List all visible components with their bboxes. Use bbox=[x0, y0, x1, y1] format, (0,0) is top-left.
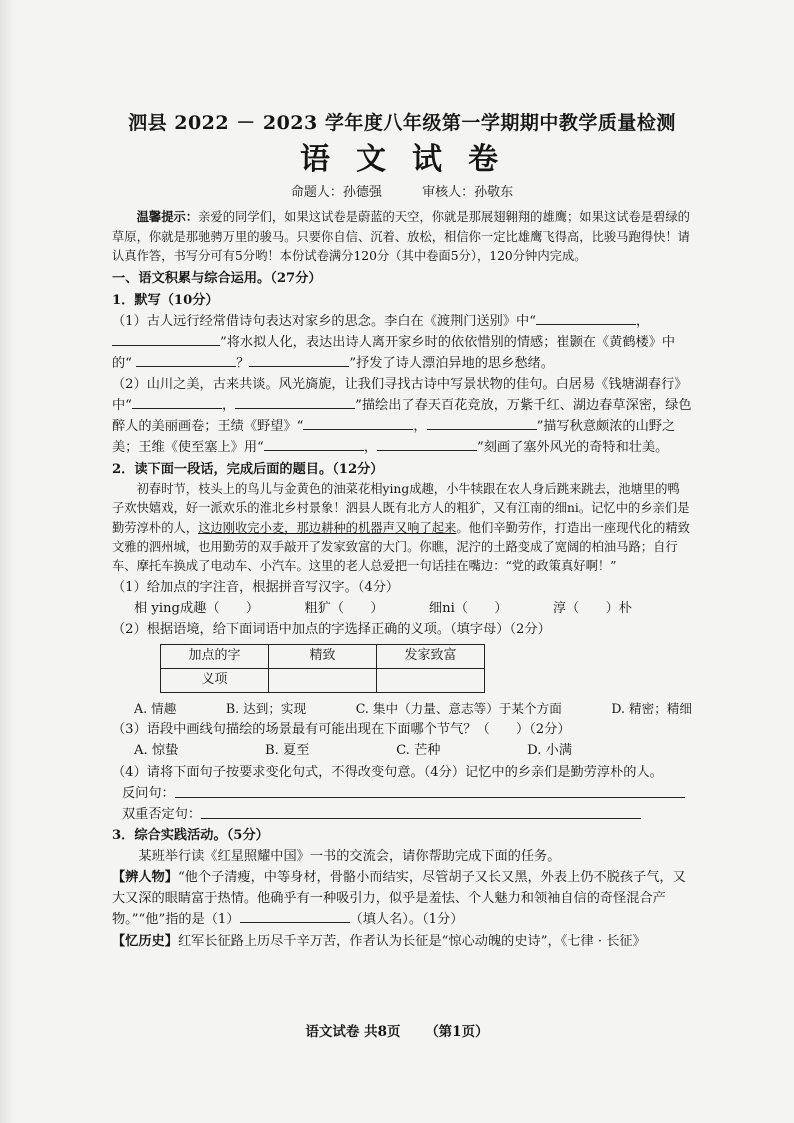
q2-passage-b: 。他们辛勤劳作，打造出一座现代化的精致文雅的泗州城，也用勤劳的双手敲开了发家致富的大门。你瞧，泥泞的土路变成了宽阔的柏油马路；自行车、摩托车换成了电动车、小汽车。这里的老人总爱把一句话挂在嘴边：“党的政策真好啊！” bbox=[112, 520, 690, 574]
table-answer-cell-1[interactable] bbox=[269, 669, 377, 693]
footer-left: 语文试卷 共8页 bbox=[305, 1024, 401, 1040]
q1-1 bbox=[112, 311, 692, 374]
q2-4-rhetorical bbox=[112, 783, 692, 804]
tip-text: 亲爱的同学们，如果这试卷是蔚蓝的天空，你就是那展翅翱翔的雄鹰；如果这试卷是碧绿的草原，你就是那驰骋万里的骏马。只要你自信、沉着、放松，相信你一定比雄鹰飞得高，比骏马跑得快！请认真作答，书写分可有5分哟！本份试卷满分120分（其中卷面5分），120分钟内完成。 bbox=[112, 210, 690, 264]
q1-heading: 1．默写（10分） bbox=[112, 292, 219, 308]
author: 命题人：孙德强 bbox=[290, 185, 382, 201]
q2-2-options bbox=[112, 699, 692, 719]
table-header-word-2: 发家致富 bbox=[377, 645, 485, 669]
q3-intro: 某班举行读《红星照耀中国》一书的交流会，请你帮助完成下面的任务。 bbox=[138, 849, 561, 865]
q1-1-text-c: ”将水拟人化，表达出诗人离开家乡时的依依惜别的情感；崔颢在《黄鹤楼》中的“ bbox=[112, 334, 676, 371]
q2-4-rhetorical-answer-line[interactable] bbox=[175, 783, 685, 798]
q1-1-blank-1[interactable] bbox=[536, 312, 636, 325]
q2-1-item: 粗犷（ ） bbox=[304, 600, 384, 616]
q1-1-comma: ， bbox=[635, 313, 650, 329]
q3-tag-history: 【忆历史】 bbox=[112, 933, 178, 949]
q2-1-item: 淳（ ）朴 bbox=[552, 600, 632, 616]
q3-task-1 bbox=[112, 867, 692, 930]
q1-1-blank-4[interactable] bbox=[249, 354, 349, 367]
section-1-heading: 一、语文积累与综合运用。（27分） bbox=[112, 271, 322, 287]
q1-1-blank-2[interactable] bbox=[112, 333, 220, 346]
q2-2: （2）根据语境，给下面词语中加点的字选择正确的义项。（填字母）（2分） bbox=[112, 622, 551, 638]
q2-1-item: 细ni（ ） bbox=[428, 600, 508, 616]
table-answer-cell-2[interactable] bbox=[377, 669, 485, 693]
q2-3-option: C. 芒种 bbox=[396, 743, 441, 759]
exam-content bbox=[112, 108, 692, 952]
q2-4-double-negative bbox=[112, 804, 692, 825]
q2-3-option: D. 小满 bbox=[527, 743, 572, 759]
exam-title: 泗县 2022 － 2023 学年度八年级第一学期期中教学质量检测 bbox=[128, 112, 676, 134]
q2-2-option: D. 精密；精细 bbox=[611, 701, 692, 717]
authors-line bbox=[112, 183, 692, 204]
q1-2-blank-1[interactable] bbox=[132, 396, 222, 409]
q2-1-item: 相 ying成趣（ ） bbox=[134, 600, 260, 616]
q1-2-comma-1: ， bbox=[221, 398, 236, 414]
reviewer: 审核人：孙敬东 bbox=[422, 185, 514, 201]
q2-2-option: A. 情趣 bbox=[134, 701, 177, 717]
q2-4: （4）请将下面句子按要求变化句式，不得改变句意。（4分）记忆中的乡亲们是勤劳淳朴的人。 bbox=[112, 764, 663, 780]
q2-1-items bbox=[112, 598, 692, 619]
q1-2-comma-3: ， bbox=[363, 440, 377, 456]
q2-3-option: A. 惊蛰 bbox=[134, 743, 179, 759]
q1-1-text-e: ”抒发了诗人漂泊异地的思乡愁绪。 bbox=[349, 355, 554, 371]
q1-1-question-mark: ？ bbox=[236, 355, 250, 371]
q2-3: （3）语段中画线句描绘的场景最有可能出现在下面哪个节气？（ ）（2分） bbox=[112, 722, 571, 738]
q2-3-option: B. 夏至 bbox=[264, 743, 310, 759]
q2-2-option: C. 集中（力量、意志等）于某个方面 bbox=[355, 701, 562, 717]
page-footer bbox=[0, 1022, 794, 1044]
tip-label: 温馨提示： bbox=[136, 209, 199, 225]
q1-2-blank-3[interactable] bbox=[303, 417, 413, 430]
table-header-word-1: 精致 bbox=[269, 645, 377, 669]
q1-2-blank-4[interactable] bbox=[427, 417, 537, 430]
q1-2-text-e: ”描写秋意颇浓的山野之美；王维《使至塞上》用“ bbox=[112, 419, 676, 456]
q2-1: （1）给加点的字注音，根据拼音写汉字。（4分） bbox=[112, 579, 400, 595]
q2-3-options bbox=[112, 740, 692, 761]
q2-passage bbox=[112, 480, 692, 577]
q3-heading: 3．综合实践活动。（5分） bbox=[112, 827, 269, 843]
table-header-char: 加点的字 bbox=[161, 645, 269, 669]
q3-task-2 bbox=[112, 931, 692, 952]
footer-page-number: （第1页） bbox=[425, 1024, 489, 1040]
scan-edge bbox=[0, 0, 14, 1123]
sense-table bbox=[160, 644, 485, 693]
q1-1-blank-3[interactable] bbox=[136, 354, 236, 367]
q1-2-text-g: ”刻画了塞外风光的奇特和壮美。 bbox=[477, 440, 669, 456]
q2-passage-a: 初春时节，枝头上的鸟儿与金黄色的油菜花相ying成趣，小牛犊跟在农人身后跳来跳去，池塘里的鸭子欢快嬉戏，好一派欢乐的淮北乡村景象！泗县人既有北方人的粗犷，又有江南的细ni。记忆中的乡亲们是勤劳淳朴的人， bbox=[112, 481, 690, 535]
q1-2-blank-2[interactable] bbox=[235, 396, 355, 409]
q3-tag-identify: 【辨人物】 bbox=[112, 870, 178, 886]
q2-2-option: B. 达到；实现 bbox=[225, 701, 307, 717]
q3-task-1-blank[interactable] bbox=[240, 910, 350, 923]
q1-2 bbox=[112, 374, 692, 459]
q1-1-text-a: （1）古人远行经常借诗句表达对家乡的思念。李白在《渡荆门送别》中“ bbox=[112, 313, 536, 329]
q2-4-rhetorical-label: 反问句： bbox=[122, 785, 175, 801]
q1-2-blank-6[interactable] bbox=[377, 438, 477, 451]
q2-heading: 2．读下面一段话，完成后面的题目。（12分） bbox=[112, 461, 384, 477]
q3-task-1-tail: （填人名）。（1分） bbox=[349, 912, 464, 928]
q2-4-double-negative-label: 双重否定句： bbox=[122, 806, 202, 822]
q1-2-comma-2: ， bbox=[413, 419, 427, 435]
q2-4-double-negative-answer-line[interactable] bbox=[201, 804, 641, 819]
q3-task-1-text: “他个子清瘦，中等身材，骨骼小而结实，尽管胡子又长又黑，外表上仍不脱孩子气，又大又深的眼睛富于热情。他确乎有一种吸引力，似乎是羞怯、个人魅力和领袖自信的奇怪混合产物。”“他”指的是（1） bbox=[112, 870, 686, 928]
q3-task-2-text: 红军长征路上历尽千辛万苦，作者认为长征是“惊心动魄的史诗”，《七律 · 长征》 bbox=[177, 933, 646, 949]
q1-2-text-a: （2）山川之美，古来共谈。风光旖旎，让我们寻找古诗中写景状物的佳句。白居易《钱塘湖春行》中“ bbox=[112, 377, 688, 414]
exam-subtitle: 语文试卷 bbox=[300, 142, 524, 178]
table-row-label: 义项 bbox=[161, 669, 269, 693]
q1-2-text-c: ”描绘出了春天百花竞放，万紫千红、湖边春草深密，绿色醉人的美丽画卷；王绩《野望》“ bbox=[112, 398, 692, 435]
q2-passage-underlined: 这边刚收完小麦，那边耕种的机器声又响了起来 bbox=[198, 520, 457, 535]
q1-2-blank-5[interactable] bbox=[264, 438, 364, 451]
tip-paragraph bbox=[112, 207, 692, 266]
